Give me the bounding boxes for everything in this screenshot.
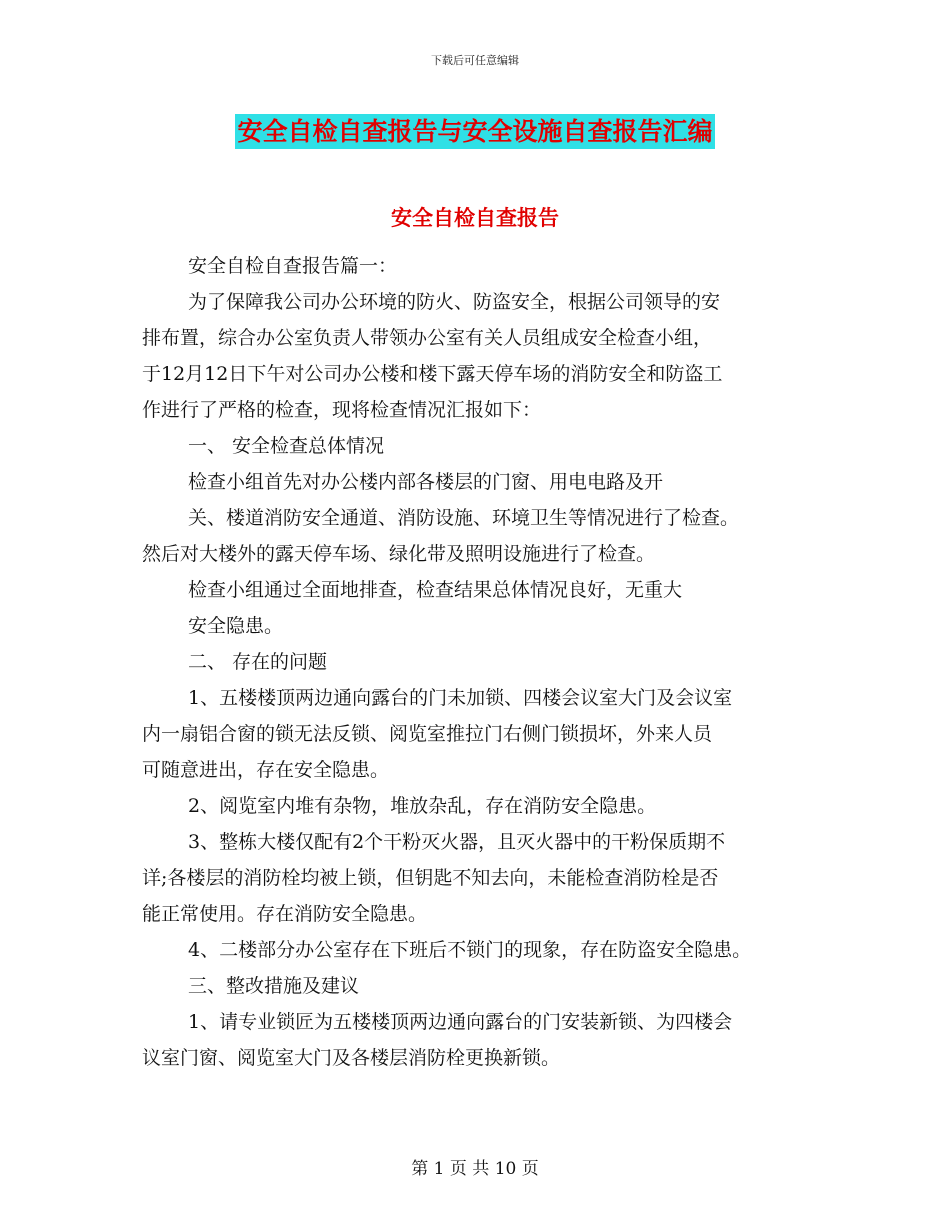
- main-title-text: 安全自检自查报告与安全设施自查报告汇编: [235, 114, 714, 149]
- body-line: 内一扇铝合窗的锁无法反锁、阅览室推拉门右侧门锁损坏，外来人员: [142, 723, 713, 745]
- page-footer: 第 1 页 共 10 页: [411, 1159, 539, 1179]
- body-text: [142, 248, 832, 1076]
- body-line: 关、楼道消防安全通道、消防设施、环境卫生等情况进行了检查。: [188, 507, 740, 529]
- body-line: 安全自检自查报告篇一：: [188, 255, 398, 277]
- body-line: 排布置，综合办公室负责人带领办公室有关人员组成安全检查小组，: [142, 327, 713, 349]
- body-line: 可随意进出，存在安全隐患。: [142, 759, 390, 781]
- body-line: 二、 存在的问题: [188, 651, 328, 673]
- body-line: 然后对大楼外的露天停车场、绿化带及照明设施进行了检查。: [142, 543, 656, 565]
- body-line: 1、请专业锁匠为五楼楼顶两边通向露台的门安装新锁、为四楼会: [188, 1011, 733, 1033]
- body-line: 议室门窗、阅览室大门及各楼层消防栓更换新锁。: [142, 1047, 561, 1069]
- body-line: 三、整改措施及建议: [188, 975, 360, 997]
- body-line: 一、 安全检查总体情况: [188, 435, 385, 457]
- body-line: 作进行了严格的检查，现将检查情况汇报如下：: [142, 399, 542, 421]
- body-line: 能正常使用。存在消防安全隐患。: [142, 903, 428, 925]
- section-title: 安全自检自查报告: [391, 206, 559, 230]
- body-line: 为了保障我公司办公环境的防火、防盗安全，根据公司领导的安: [188, 291, 721, 313]
- body-line: 安全隐患。: [188, 615, 284, 637]
- main-title: [0, 112, 950, 148]
- body-line: 检查小组通过全面地排查，检查结果总体情况良好，无重大: [188, 579, 683, 601]
- body-line: 于12月12日下午对公司办公楼和楼下露天停车场的消防安全和防盗工: [142, 363, 723, 385]
- body-line: 2、阅览室内堆有杂物，堆放杂乱，存在消防安全隐患。: [188, 795, 657, 817]
- body-line: 3、整栋大楼仅配有2个干粉灭火器，且灭火器中的干粉保质期不: [188, 831, 726, 853]
- header-note: 下载后可任意编辑: [431, 54, 519, 67]
- body-line: 4、二楼部分办公室存在下班后不锁门的现象，存在防盗安全隐患。: [188, 939, 752, 961]
- body-line: 检查小组首先对办公楼内部各楼层的门窗、用电电路及开: [188, 471, 664, 493]
- body-line: 详;各楼层的消防栓均被上锁，但钥匙不知去向，未能检查消防栓是否: [142, 867, 719, 889]
- body-line: 1、五楼楼顶两边通向露台的门未加锁、四楼会议室大门及会议室: [188, 687, 733, 709]
